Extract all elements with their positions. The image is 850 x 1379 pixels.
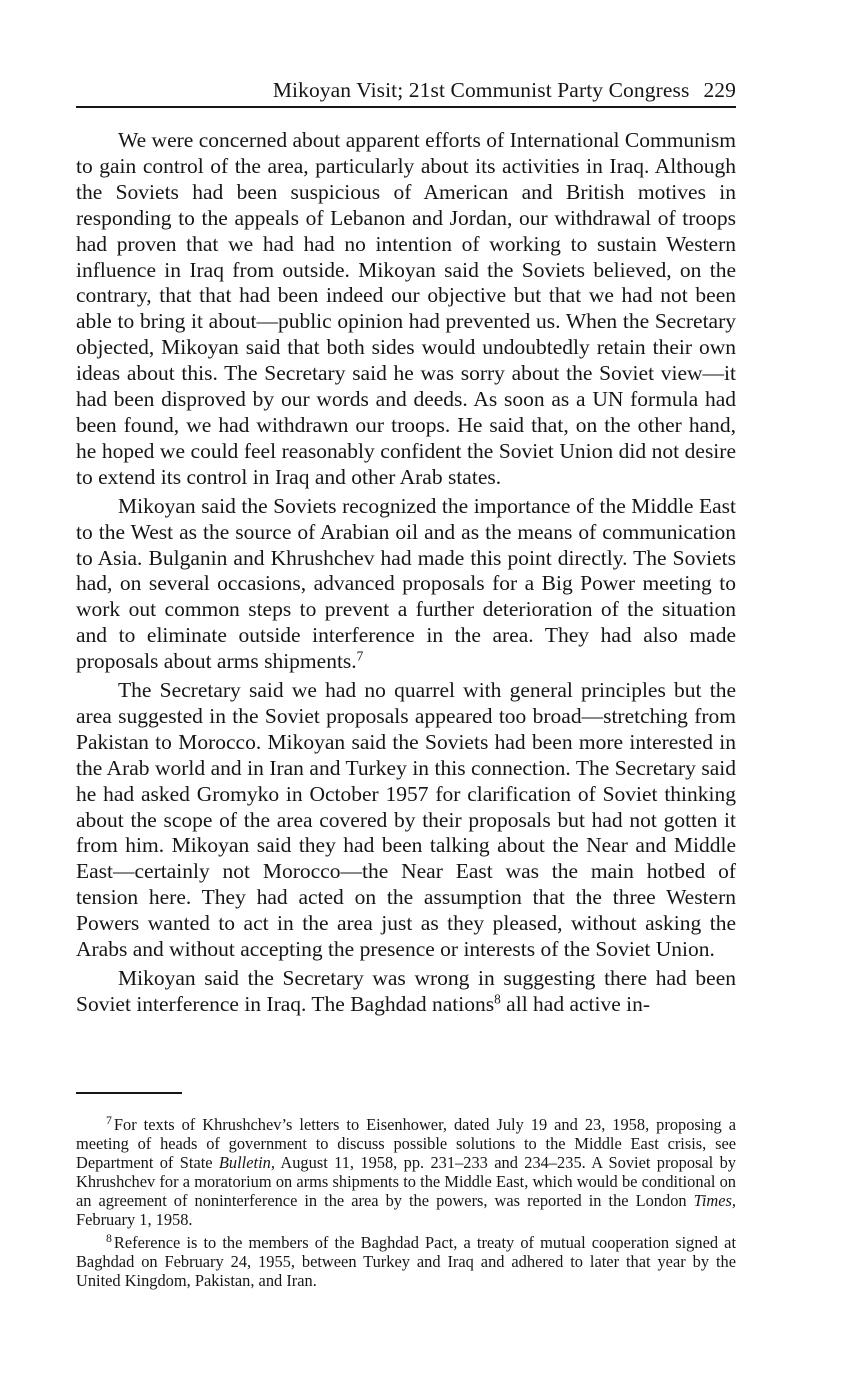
- footnote-8-text: Reference is to the members of the Baghdad Pact, a treaty of mutual cooperation signed at Baghdad on February 24, 1955, between Turkey and Iraq and adhered to later that year by the United Kingdom, Pakistan, and Iran.: [76, 1233, 736, 1290]
- footnote-7-text-after: February 1, 1958.: [76, 1210, 193, 1229]
- footnote-8: [76, 1233, 736, 1290]
- footnote-ref-7: 7: [356, 648, 364, 664]
- paragraph-2-text: Mikoyan said the Soviets recognized the importance of the Middle East to the West as the source of Arabian oil and as the means of communication to Asia. Bulganin and Khrushchev had made this point directly. The Soviets had, on several occasions, advanced proposals for a Big Power meeting to work out common steps to prevent a further deterioration of the situation and to eliminate outside interference in the area. They had also made proposals about arms shipments.: [76, 493, 736, 674]
- page-number: 229: [703, 78, 736, 102]
- running-head: [273, 78, 736, 103]
- footnote-8-marker: 8: [106, 1231, 112, 1246]
- footnote-rule: [76, 1092, 182, 1094]
- paragraph-2: [76, 494, 736, 675]
- footnote-7: [76, 1115, 736, 1229]
- footnote-7-text-middle: August 11, 1958, pp. 231–233 and 234–235. A Soviet proposal by Khrushchev for a moratorium on arms shipments to the Middle East, which would be conditional on an agreement of noninterference in the area by the powers, was reported in the London: [76, 1153, 736, 1210]
- paragraph-4-text-before: Mikoyan said the Secretary was wrong in suggesting there had been Soviet interference in Iraq. The Baghdad nations: [76, 966, 736, 1016]
- footnote-7-bulletin: Bulletin,: [218, 1153, 275, 1172]
- paragraph-4: [76, 966, 736, 1018]
- footnote-7-times: Times,: [693, 1191, 736, 1210]
- running-title: Mikoyan Visit; 21st Communist Party Congress: [272, 78, 690, 102]
- footnotes: [76, 1115, 736, 1294]
- body-text: [76, 128, 736, 1021]
- footnote-7-text-before: For texts of Khrushchev’s letters to Eisenhower, dated July 19 and 23, 1958, proposing a meeting of heads of government to discuss possible solutions to the Middle East crisis, see Department of State: [76, 1115, 736, 1172]
- paragraph-3: The Secretary said we had no quarrel with general principles but the area suggested in the Soviet proposals appeared too broad—stretching from Pakistan to Morocco. Mikoyan said the Soviets had been more interested in the Arab world and in Iran and Turkey in this connection. The Secretary said he had asked Gromyko in October 1957 for clarification of Soviet thinking about the scope of the area covered by their proposals but had not gotten it from him. Mikoyan said they had been talking about the Near and Middle East—certainly not Morocco—the Near East was the main hotbed of tension here. They had acted on the assumption that the three Western Powers wanted to act in the area just as they pleased, without asking the Arabs and without accepting the presence or interests of the Soviet Union.: [76, 678, 736, 962]
- footnote-7-marker: 7: [106, 1113, 112, 1128]
- paragraph-4-text-after: all had active in-: [500, 991, 651, 1016]
- footnote-ref-8: 8: [494, 991, 501, 1007]
- header-rule: [76, 106, 736, 108]
- paragraph-1: We were concerned about apparent efforts of International Communism to gain control of the area, particularly about its activities in Iraq. Although the Soviets had been suspicious of American and British motives in responding to the appeals of Lebanon and Jordan, our withdrawal of troops had proven that we had had no intention of working to sustain Western influence in Iraq from outside. Mikoyan said the Soviets believed, on the contrary, that that had been indeed our objective but that we had not been able to bring it about—public opinion had prevented us. When the Secretary objected, Mikoyan said that both sides would undoubtedly retain their own ideas about this. The Secretary said he was sorry about the Soviet view—it had been disproved by our words and deeds. As soon as a UN formula had been found, we had withdrawn our troops. He said that, on the other hand, he hoped we could feel reasonably confident the Soviet Union did not desire to extend its control in Iraq and other Arab states.: [76, 128, 736, 489]
